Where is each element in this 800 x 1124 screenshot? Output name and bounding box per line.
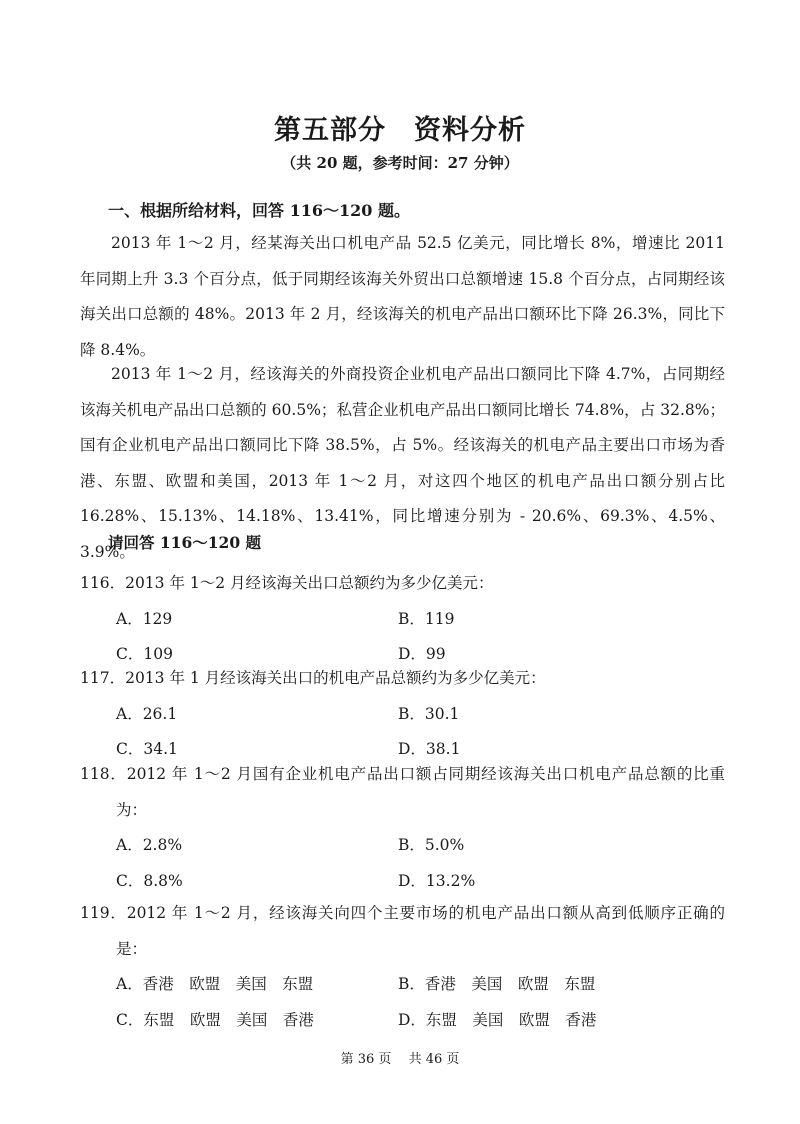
question-119 xyxy=(80,896,725,1038)
material-paragraph-2: 2013 年 1～2 月，经该海关的外商投资企业机电产品出口额同比下降 4.7%，占同期经该海关机电产品出口总额的 60.5%；私营企业机电产品出口额同比增长 74.8%，占 32.8%；国有企业机电产品出口额同比下降 38.5%，占 5%。经该海关的机电产品主要出口市场为香港、东盟、欧盟和美国，2013 年 1～2 月，对这四个地区的机电产品出口额分别占比 16.28%、15.13%、14.18%、13.41%，同比增速分别为 - 20.6%、69.3%、4.5%、3.9%。 xyxy=(80,365,725,561)
page-title: 第五部分 资料分析 xyxy=(274,115,526,146)
option-c: C．8.8% xyxy=(116,871,183,890)
page-footer: 第 36 页 共 46 页 xyxy=(340,1052,460,1067)
option-d: D．99 xyxy=(398,645,446,663)
option-a: A．129 xyxy=(116,609,173,628)
page-subtitle: （共 20 题，参考时间：27 分钟） xyxy=(281,154,519,172)
question-118 xyxy=(80,757,725,899)
option-grid xyxy=(80,828,725,899)
material-paragraph-1: 2013 年 1～2 月，经某海关出口机电产品 52.5 亿美元，同比增长 8%，增速比 2011 年同期上升 3.3 个百分点，低于同期经该海关外贸出口总额增速 15.8 个百分点，占同期经该海关出口总额的 48%。2013 年 2 月，经该海关的机电产品出口额环比下降 26.3%，同比下降 8.4%。 xyxy=(80,234,725,359)
section-heading: 一、根据所给材料，回答 116～120 题。 xyxy=(108,201,410,220)
option-d: D．13.2% xyxy=(398,871,476,890)
option-c: C．34.1 xyxy=(116,740,178,758)
question-stem: 119．2012 年 1～2 月，经该海关向四个主要市场的机电产品出口额从高到低顺序正确的是： xyxy=(80,904,725,958)
option-b: B．香港 美国 欧盟 东盟 xyxy=(398,975,596,993)
option-grid xyxy=(80,967,725,1038)
question-117 xyxy=(80,661,725,768)
option-c: C．东盟 欧盟 美国 香港 xyxy=(116,1010,314,1029)
question-stem: 116．2013 年 1～2 月经该海关出口总额约为多少亿美元： xyxy=(80,574,494,592)
option-b: B．30.1 xyxy=(398,704,460,723)
option-a: A．2.8% xyxy=(116,836,183,854)
option-b: B．119 xyxy=(398,609,455,628)
question-116 xyxy=(80,566,725,673)
option-a: A．26.1 xyxy=(116,704,178,723)
option-b: B．5.0% xyxy=(398,836,465,854)
option-c: C．109 xyxy=(116,645,173,663)
option-d: D．东盟 美国 欧盟 香港 xyxy=(398,1010,597,1029)
option-a: A．香港 欧盟 美国 东盟 xyxy=(116,975,314,993)
question-stem: 118．2012 年 1～2 月国有企业机电产品出口额占同期经该海关出口机电产品总额的比重为： xyxy=(80,765,725,819)
question-stem: 117．2013 年 1 月经该海关出口的机电产品总额约为多少亿美元： xyxy=(80,669,546,687)
option-d: D．38.1 xyxy=(398,740,461,758)
questions-prompt: 请回答 116～120 题 xyxy=(108,533,262,552)
